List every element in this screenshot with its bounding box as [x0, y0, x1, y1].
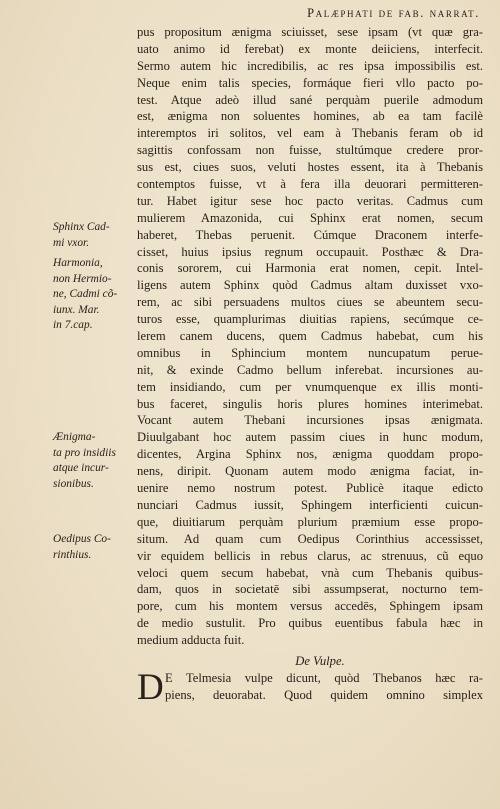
text-line: rem, ac sibi persuadens multos ciues se abeuntem secu- [137, 295, 483, 310]
text-line: sagittis confossam non fuisse, stultúmque credere pror- [137, 143, 483, 158]
text-line: vir equidem bellicis in rebus clarus, ac strenuus, cũ equo [137, 548, 483, 563]
text-line: E Telmesia vulpe dicunt, quòd Thebanos hæc ra- [165, 670, 483, 685]
text-line: que, diuitiarum perquàm plurium præmium esse propo- [137, 514, 483, 529]
text-line: piens, deuorabat. Quod quidem omnino simplex [165, 687, 483, 702]
margin-line: mi vxor. [53, 236, 90, 249]
margin-note-aenigmata [53, 430, 135, 492]
text-line: cisset, huius ipsius regnum occupauit. Posthæc & Dra- [137, 244, 483, 259]
paragraph-sphinx [137, 24, 483, 649]
text-line: bus faceret, singulis horis plures homines interimebat. [137, 396, 483, 411]
text-line: haberet, Thebas peruenit. Cúmque Draconem interfe- [137, 227, 483, 242]
text-line: dam, quos in societatē sibi assumpserat, nocturno tem- [137, 582, 483, 597]
text-line: veloci quem secum habebat, vnà cum Thebanis quibus- [137, 565, 483, 580]
section-title: De Vulpe. [295, 653, 345, 668]
text-line: Vocant autem Thebani incursiones ipsas ænigmata. [137, 413, 483, 428]
text-line: est, ænigma non soluentes homines, ab ea tam facilè [137, 109, 483, 124]
text-line: conis sororem, cui Harmonia erat nomen, cepit. Intel- [137, 261, 483, 276]
margin-line: ta pro insidiis [53, 446, 116, 459]
text-line: pus propositum ænigma sciuisset, sese ipsam (vt quæ gra- [137, 25, 483, 39]
text-line: situm. Ad quam cum Oedipus Corinthius accessisset, [137, 531, 483, 546]
margin-line: non Hermio- [53, 272, 112, 285]
text-line: uato animo id ferebat) ex monte deiiciens, interfecit. [137, 41, 483, 56]
margin-note-harmonia [53, 256, 135, 334]
margin-note-sphinx [53, 220, 135, 251]
margin-line: atque incur- [53, 462, 109, 474]
text-line: uenire nemo nostrum potest. Publicè itaque edicto [137, 481, 483, 496]
text-line: contemptos fuisse, vt à fera illa deuorari permitteren- [137, 177, 483, 192]
text-line: test. Atque adeò illud sané perquàm puerile admodum [137, 92, 483, 107]
margin-line: Harmonia, [53, 257, 103, 269]
text-line: omnibus in Sphincium montem nuncupatum perue- [137, 345, 483, 360]
text-line: Diuulgabant hoc autem passim ciues in hunc modum, [137, 430, 483, 445]
margin-line: Ænigma- [53, 431, 96, 443]
text-line: de medio sustulit. Pro quibus euentibus fabula hæc in [137, 616, 483, 631]
margin-note-oedipus [53, 532, 135, 563]
text-line: turos esse, quamplurimas diuitias rapiens, secúmque ce- [137, 312, 483, 327]
text-line: pore, cum his montem versus accedēs, Sphingem ipsam [137, 599, 483, 614]
margin-line: rinthius. [53, 548, 92, 561]
text-line: tem insidiando, cum per vnumquenque ex illis monti- [137, 379, 483, 394]
text-line: sus est, ciues suos, veluti hostes essent, ita à Thebanis [137, 160, 483, 175]
main-text-column [137, 24, 483, 708]
margin-line: iunx. Mar. [53, 303, 100, 316]
text-line: Neque enim talis species, formáque fieri vllo pacto po- [137, 75, 483, 90]
running-header: Palæphati de fab. narrat. [307, 6, 480, 20]
text-line: ligens autem Sphinx quòd Cadmus altam duxisset vxo- [137, 278, 483, 293]
text-line: Sermo autem hic incredibilis, ac res ipsa impossibilis est. [137, 58, 483, 73]
margin-line: Oedipus Co- [53, 533, 111, 545]
margin-line: ne, Cadmi cõ- [53, 288, 118, 300]
text-line: tur. Habet igitur sese hoc pacto veritas. Cadmus cum [137, 193, 483, 208]
text-line: nit, & exinde Cadmo bellum inferebat. incursiones au- [137, 362, 483, 377]
text-line: lerem canem ducens, quem Cadmus habebat, cum his [137, 329, 483, 344]
paragraph-vulpe [137, 666, 483, 708]
text-line: mulierem Amazonida, cui Sphinx erat nomen, secum [137, 210, 483, 225]
text-line: nens, diripit. Quonam autem modo ænigma faciat, in- [137, 464, 483, 479]
text-line: dicentes, Argina Sphinx nos, ænigma quoddam propo- [137, 447, 483, 462]
margin-line: in 7.cap. [53, 319, 93, 331]
text-line: medium adducta fuit. [137, 633, 245, 648]
drop-cap: D [137, 666, 164, 708]
margin-line: Sphinx Cad- [53, 221, 110, 233]
text-line: nunciari Cadmus iussit, Sphingem interficienti cuicun- [137, 497, 483, 512]
margin-line: sionibus. [53, 477, 94, 490]
text-line: interemptos iri solitos, vel eam à Thebanis feram ob id [137, 126, 483, 141]
